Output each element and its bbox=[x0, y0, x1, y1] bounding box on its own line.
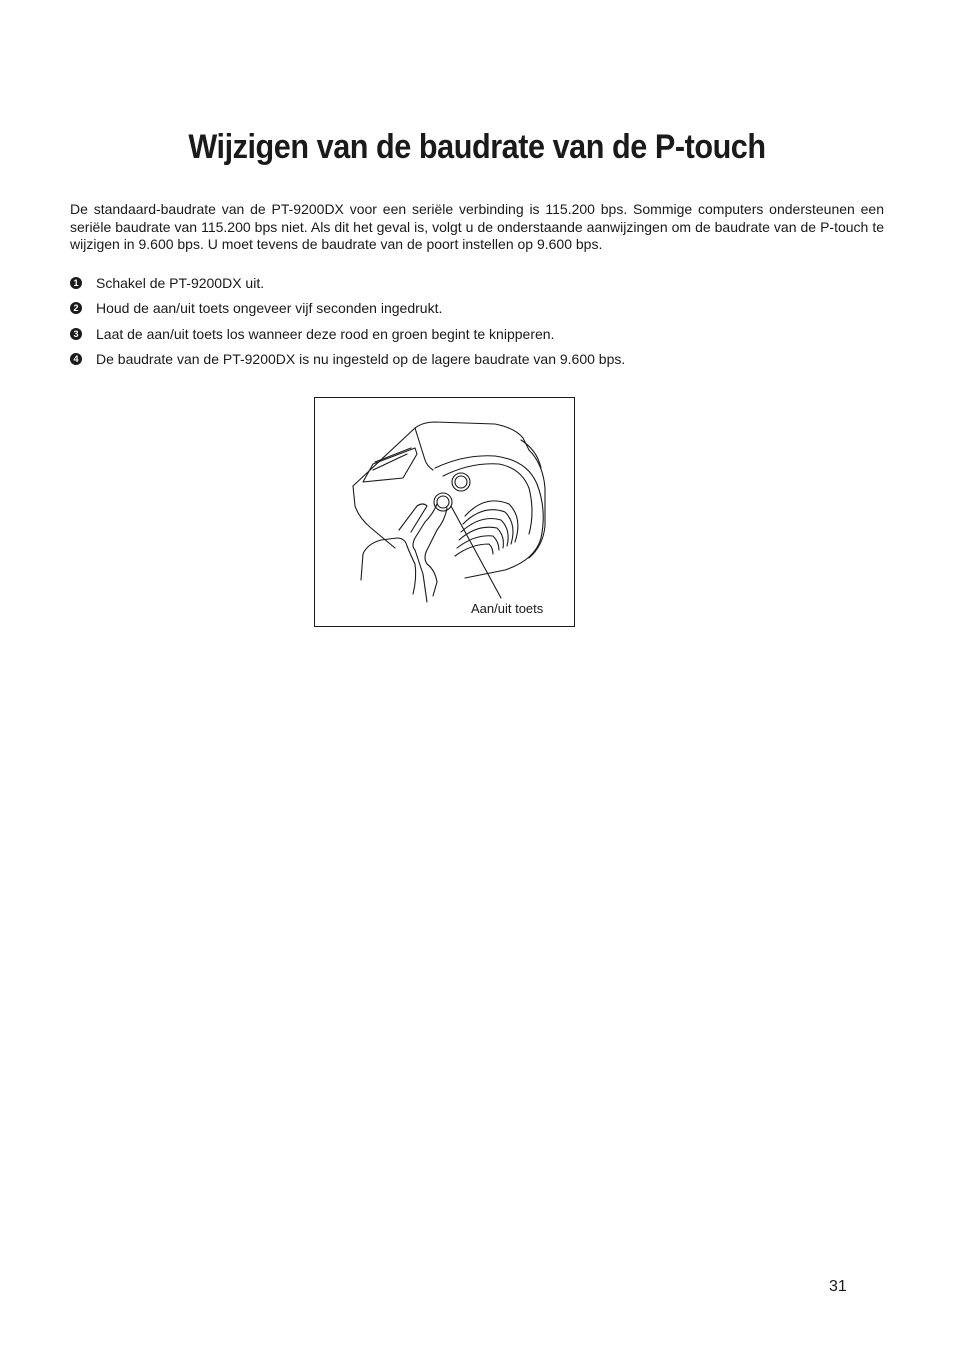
step-number-badge: 3 bbox=[70, 328, 82, 340]
printer-illustration-figure bbox=[314, 397, 575, 627]
step-number-badge: 1 bbox=[70, 277, 82, 289]
printer-with-hand-icon bbox=[315, 398, 574, 626]
page-number: 31 bbox=[829, 1278, 847, 1295]
steps-list bbox=[70, 270, 884, 372]
intro-paragraph: De standaard-baudrate van de PT-9200DX voor een seriële verbinding is 115.200 bps. Sommige computers ondersteunen een seriële baudrate van 115.200 bps niet. Als dit het geval is, volgt u de onderstaande aanwijzingen om de baudrate van de P-touch te wijzigen in 9.600 bps. U moet tevens de baudrate van de poort instellen op 9.600 bps. bbox=[70, 201, 884, 252]
step-text: De baudrate van de PT-9200DX is nu ingesteld op de lagere baudrate van 9.600 bps. bbox=[96, 351, 626, 368]
step-text: Houd de aan/uit toets ongeveer vijf seconden ingedrukt. bbox=[96, 300, 443, 317]
step-number-badge: 2 bbox=[70, 302, 82, 314]
step-item bbox=[70, 270, 884, 296]
step-item bbox=[70, 321, 884, 347]
figure-caption: Aan/uit toets bbox=[471, 601, 544, 616]
step-item bbox=[70, 347, 884, 373]
page-title: Wijzigen van de baudrate van de P-touch bbox=[188, 128, 766, 166]
step-item bbox=[70, 296, 884, 322]
step-text: Schakel de PT-9200DX uit. bbox=[96, 274, 265, 291]
step-number-badge: 4 bbox=[70, 353, 82, 365]
step-text: Laat de aan/uit toets los wanneer deze rood en groen begint te knipperen. bbox=[96, 325, 555, 342]
